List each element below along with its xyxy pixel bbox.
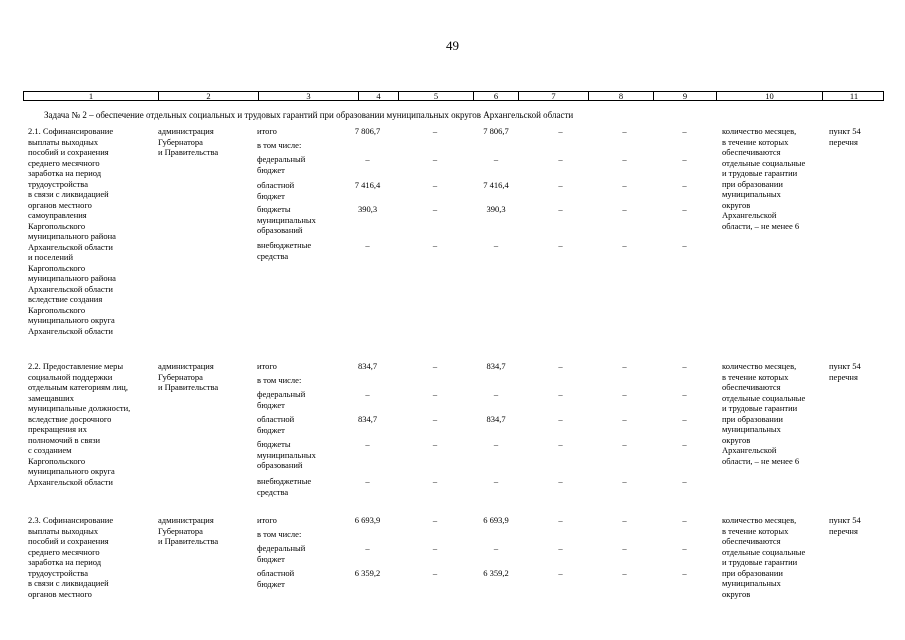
value-cell: – [622, 543, 627, 553]
value-cell: – [682, 543, 687, 553]
value-cell: – [365, 439, 370, 449]
source-label: итого [257, 126, 277, 136]
value-cell: – [493, 240, 499, 250]
value-cell: – [432, 476, 438, 486]
page-number: 49 [446, 38, 459, 53]
value-cell: – [493, 476, 499, 486]
value-cell: – [432, 439, 438, 449]
value-cell: – [558, 476, 563, 486]
value-cell: – [558, 389, 563, 399]
executor: администрация Губернатора и Правительства [158, 126, 219, 157]
table-header [23, 91, 884, 101]
value-cell: – [682, 204, 687, 214]
source-label: бюджеты муниципальных образований [257, 204, 316, 235]
header-col-11: 11 [849, 91, 859, 101]
value-cell: – [622, 414, 627, 424]
value-cell: – [682, 476, 687, 486]
value-cell: – [432, 361, 438, 371]
value-total: 6 693,9 [354, 515, 381, 525]
executor: администрация Губернатора и Правительства [158, 515, 219, 546]
indicator: количество месяцев, в течение которых обеспечиваются отдельные социальные и трудовые гарантии при образовании муниципальных округов Архангельской области, – не менее 6 [722, 126, 806, 231]
value-cell: – [682, 414, 687, 424]
source-label: в том числе: [257, 140, 302, 150]
header-col-10: 10 [717, 92, 823, 100]
value-cell: – [558, 439, 563, 449]
indicator: количество месяцев, в течение которых обеспечиваются отдельные социальные и трудовые гарантии при образовании муниципальных округов [722, 515, 806, 599]
value-cell: – [558, 414, 563, 424]
value-cell: – [365, 154, 370, 164]
value-cell: – [432, 180, 438, 190]
header-col-7: 7 [519, 92, 589, 100]
value-cell: – [622, 154, 627, 164]
value-cell: – [682, 439, 687, 449]
value-cell: 834,7 [486, 361, 506, 371]
reference: пункт 54 перечня [829, 361, 861, 382]
value-cell: – [493, 543, 499, 553]
value-cell: 7 416,4 [354, 180, 381, 190]
value-cell: – [682, 361, 687, 371]
value-cell: – [622, 476, 627, 486]
value-cell: – [432, 389, 438, 399]
value-cell: – [682, 515, 687, 525]
header-col-1: 1 [24, 92, 159, 100]
reference: пункт 54 перечня [829, 126, 861, 147]
value-cell: 834,7 [357, 414, 378, 424]
value-total: 834,7 [357, 361, 378, 371]
value-cell: – [558, 240, 563, 250]
value-cell: – [558, 154, 563, 164]
measure-name: 2.2. Предоставление меры социальной поддержки отдельным категориям лиц, замещавших муниципальные должности, вследствие досрочного прекращения их полномочий в связи с созданием Каргопольского муниципального округа Архангельской области [28, 361, 131, 487]
value-cell: – [622, 389, 627, 399]
source-label: федеральный бюджет [257, 389, 306, 410]
indicator: количество месяцев, в течение которых обеспечиваются отдельные социальные и трудовые гарантии при образовании муниципальных округов Архангельской области, – не менее 6 [722, 361, 806, 466]
header-col-5: 5 [399, 92, 474, 100]
value-cell: – [493, 154, 499, 164]
source-label: областной бюджет [257, 414, 295, 435]
value-cell: – [622, 240, 627, 250]
executor: администрация Губернатора и Правительства [158, 361, 219, 392]
source-label: областной бюджет [257, 568, 295, 589]
value-cell: – [622, 204, 627, 214]
value-cell: – [558, 543, 563, 553]
value-cell: – [365, 389, 370, 399]
value-cell: – [622, 126, 627, 136]
value-cell: 6 359,2 [354, 568, 381, 578]
header-col-9: 9 [654, 92, 717, 100]
value-cell: – [365, 240, 370, 250]
value-cell: – [493, 389, 499, 399]
value-cell: – [432, 126, 438, 136]
value-cell: – [622, 439, 627, 449]
header-col-4: 4 [359, 92, 399, 100]
value-cell: 7 806,7 [483, 126, 509, 136]
value-cell: – [558, 515, 563, 525]
value-cell: – [682, 240, 687, 250]
value-cell: – [432, 204, 438, 214]
source-label: внебюджетные средства [257, 476, 312, 497]
value-cell: 6 359,2 [483, 568, 509, 578]
value-cell: – [682, 154, 687, 164]
source-label: бюджеты муниципальных образований [257, 439, 316, 470]
value-cell: – [558, 180, 563, 190]
header-col-6: 6 [474, 92, 519, 100]
source-label: внебюджетные средства [257, 240, 312, 261]
source-label: федеральный бюджет [257, 543, 306, 564]
value-cell: – [682, 389, 687, 399]
value-cell: – [365, 476, 370, 486]
measure-name: 2.3. Софинансирование выплаты выходных пособий и сохранения среднего месячного заработка на период трудоустройства в связи с ликвидацией органов местного [28, 515, 114, 599]
value-cell: – [622, 515, 627, 525]
value-cell: 390,3 [357, 204, 378, 214]
value-cell: – [558, 568, 563, 578]
source-label: федеральный бюджет [257, 154, 306, 175]
value-cell: – [432, 543, 438, 553]
value-cell: 7 416,4 [483, 180, 509, 190]
header-col-3: 3 [259, 92, 359, 100]
value-cell: 390,3 [486, 204, 506, 214]
source-label: в том числе: [257, 375, 302, 385]
value-cell: – [622, 180, 627, 190]
value-cell: – [432, 414, 438, 424]
header-col-8: 8 [589, 92, 654, 100]
value-cell: – [558, 126, 563, 136]
task-title: Задача № 2 – обеспечение отдельных социальных и трудовых гарантий при образовании муниципальных округов Архангельской области [44, 110, 574, 120]
source-label: итого [257, 361, 277, 371]
measure-name: 2.1. Софинансирование выплаты выходных пособий и сохранения среднего месячного заработка на период трудоустройства в связи с ликвидацией органов местного самоуправления Каргопольского муниципального района Архангельской области и поселений Каргопольского муниципального района Архангельской области вследствие создания Каргопольского муниципального округа Архангельской области [28, 126, 116, 336]
value-cell: – [682, 568, 687, 578]
value-cell: – [432, 515, 438, 525]
value-cell: – [682, 126, 687, 136]
value-cell: – [493, 439, 499, 449]
value-cell: – [432, 568, 438, 578]
source-label: в том числе: [257, 529, 302, 539]
source-label: итого [257, 515, 277, 525]
value-cell: 834,7 [486, 414, 506, 424]
value-cell: – [622, 568, 627, 578]
value-cell: – [558, 361, 563, 371]
value-cell: – [365, 543, 370, 553]
value-cell: 6 693,9 [483, 515, 509, 525]
header-col-2: 2 [159, 92, 259, 100]
value-cell: – [622, 361, 627, 371]
value-cell: – [432, 154, 438, 164]
value-cell: – [558, 204, 563, 214]
reference: пункт 54 перечня [829, 515, 861, 536]
value-total: 7 806,7 [354, 126, 381, 136]
value-cell: – [682, 180, 687, 190]
source-label: областной бюджет [257, 180, 295, 201]
value-cell: – [432, 240, 438, 250]
